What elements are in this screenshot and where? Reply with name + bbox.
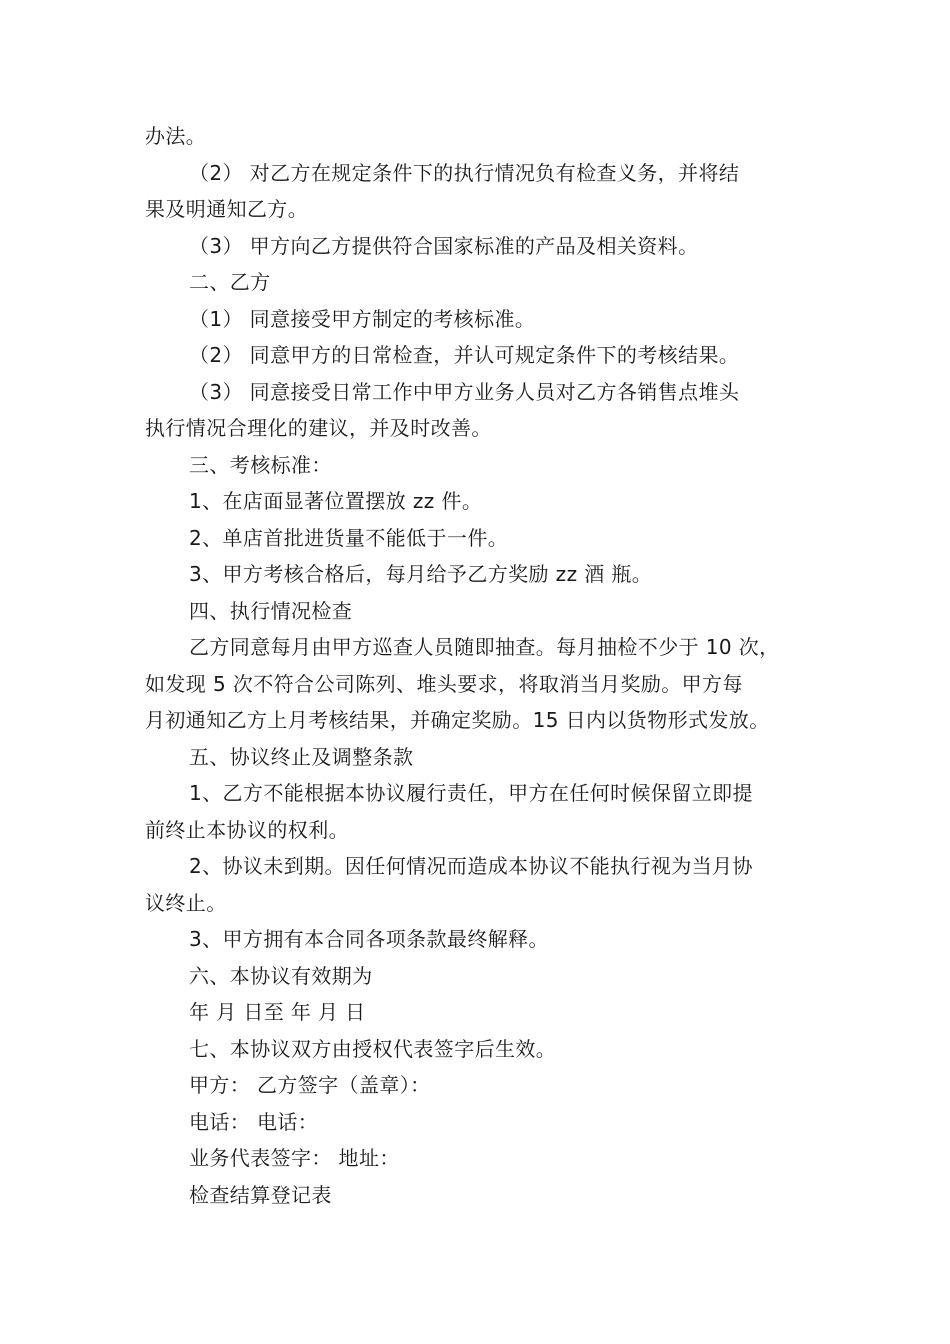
paragraph-termination-item-3: 3、甲方拥有本合同各项条款最终解释。: [189, 927, 549, 951]
section-heading-assessment: 三、考核标准：: [189, 452, 332, 477]
paragraph-party-a-item-2: （2） 对乙方在规定条件下的执行情况负有检查义务，并将结 果及明通知乙方。: [145, 160, 740, 221]
section-heading-effective: 七、本协议双方由授权代表签字后生效。: [189, 1036, 557, 1061]
signature-line-phone: 电话： 电话：: [189, 1109, 319, 1134]
section-heading-inspection: 四、执行情况检查: [189, 598, 353, 623]
section-heading-termination: 五、协议终止及调整条款: [189, 744, 414, 769]
paragraph-assessment-item-3: 3、甲方考核合格后，每月给予乙方奖励 zz 酒 瓶。: [189, 562, 653, 586]
section-heading-validity: 六、本协议有效期为: [189, 963, 373, 988]
section-heading-party-b: 二、乙方: [189, 270, 271, 294]
paragraph-validity-dates: 年 月 日至 年 月 日: [189, 1000, 366, 1024]
paragraph-continuation: 办法。: [145, 124, 207, 148]
paragraph-inspection-body: 乙方同意每月由甲方巡查人员随即抽查。每月抽检不少于 10 次， 如发现 5 次不符合公司陈列、堆头要求，将取消当月奖励。甲方每 月初通知乙方上月考核结果，并确定奖励。15 日内以货物形式发放。: [145, 635, 780, 732]
paragraph-assessment-item-2: 2、单店首批进货量不能低于一件。: [189, 525, 509, 550]
paragraph-party-a-item-3: （3） 甲方向乙方提供符合国家标准的产品及相关资料。: [189, 233, 699, 258]
paragraph-termination-item-1: 1、乙方不能根据本协议履行责任，甲方在任何时候保留立即提 前终止本协议的权利。: [145, 781, 753, 842]
section-heading-register: 检查结算登记表: [189, 1182, 332, 1207]
paragraph-assessment-item-1: 1、在店面显著位置摆放 zz 件。: [189, 489, 483, 513]
paragraph-party-b-item-1: （1） 同意接受甲方制定的考核标准。: [189, 306, 536, 331]
signature-line-parties: 甲方： 乙方签字（盖章）：: [189, 1073, 431, 1097]
document-body: [145, 118, 810, 1213]
signature-line-representative: 业务代表签字： 地址：: [189, 1146, 400, 1170]
paragraph-party-b-item-2: （2） 同意甲方的日常检查，并认可规定条件下的考核结果。: [189, 343, 740, 367]
paragraph-party-b-item-3: （3） 同意接受日常工作中甲方业务人员对乙方各销售点堆头 执行情况合理化的建议，并及时改善。: [145, 379, 740, 440]
paragraph-termination-item-2: 2、协议未到期。因任何情况而造成本协议不能执行视为当月协 议终止。: [145, 854, 753, 915]
